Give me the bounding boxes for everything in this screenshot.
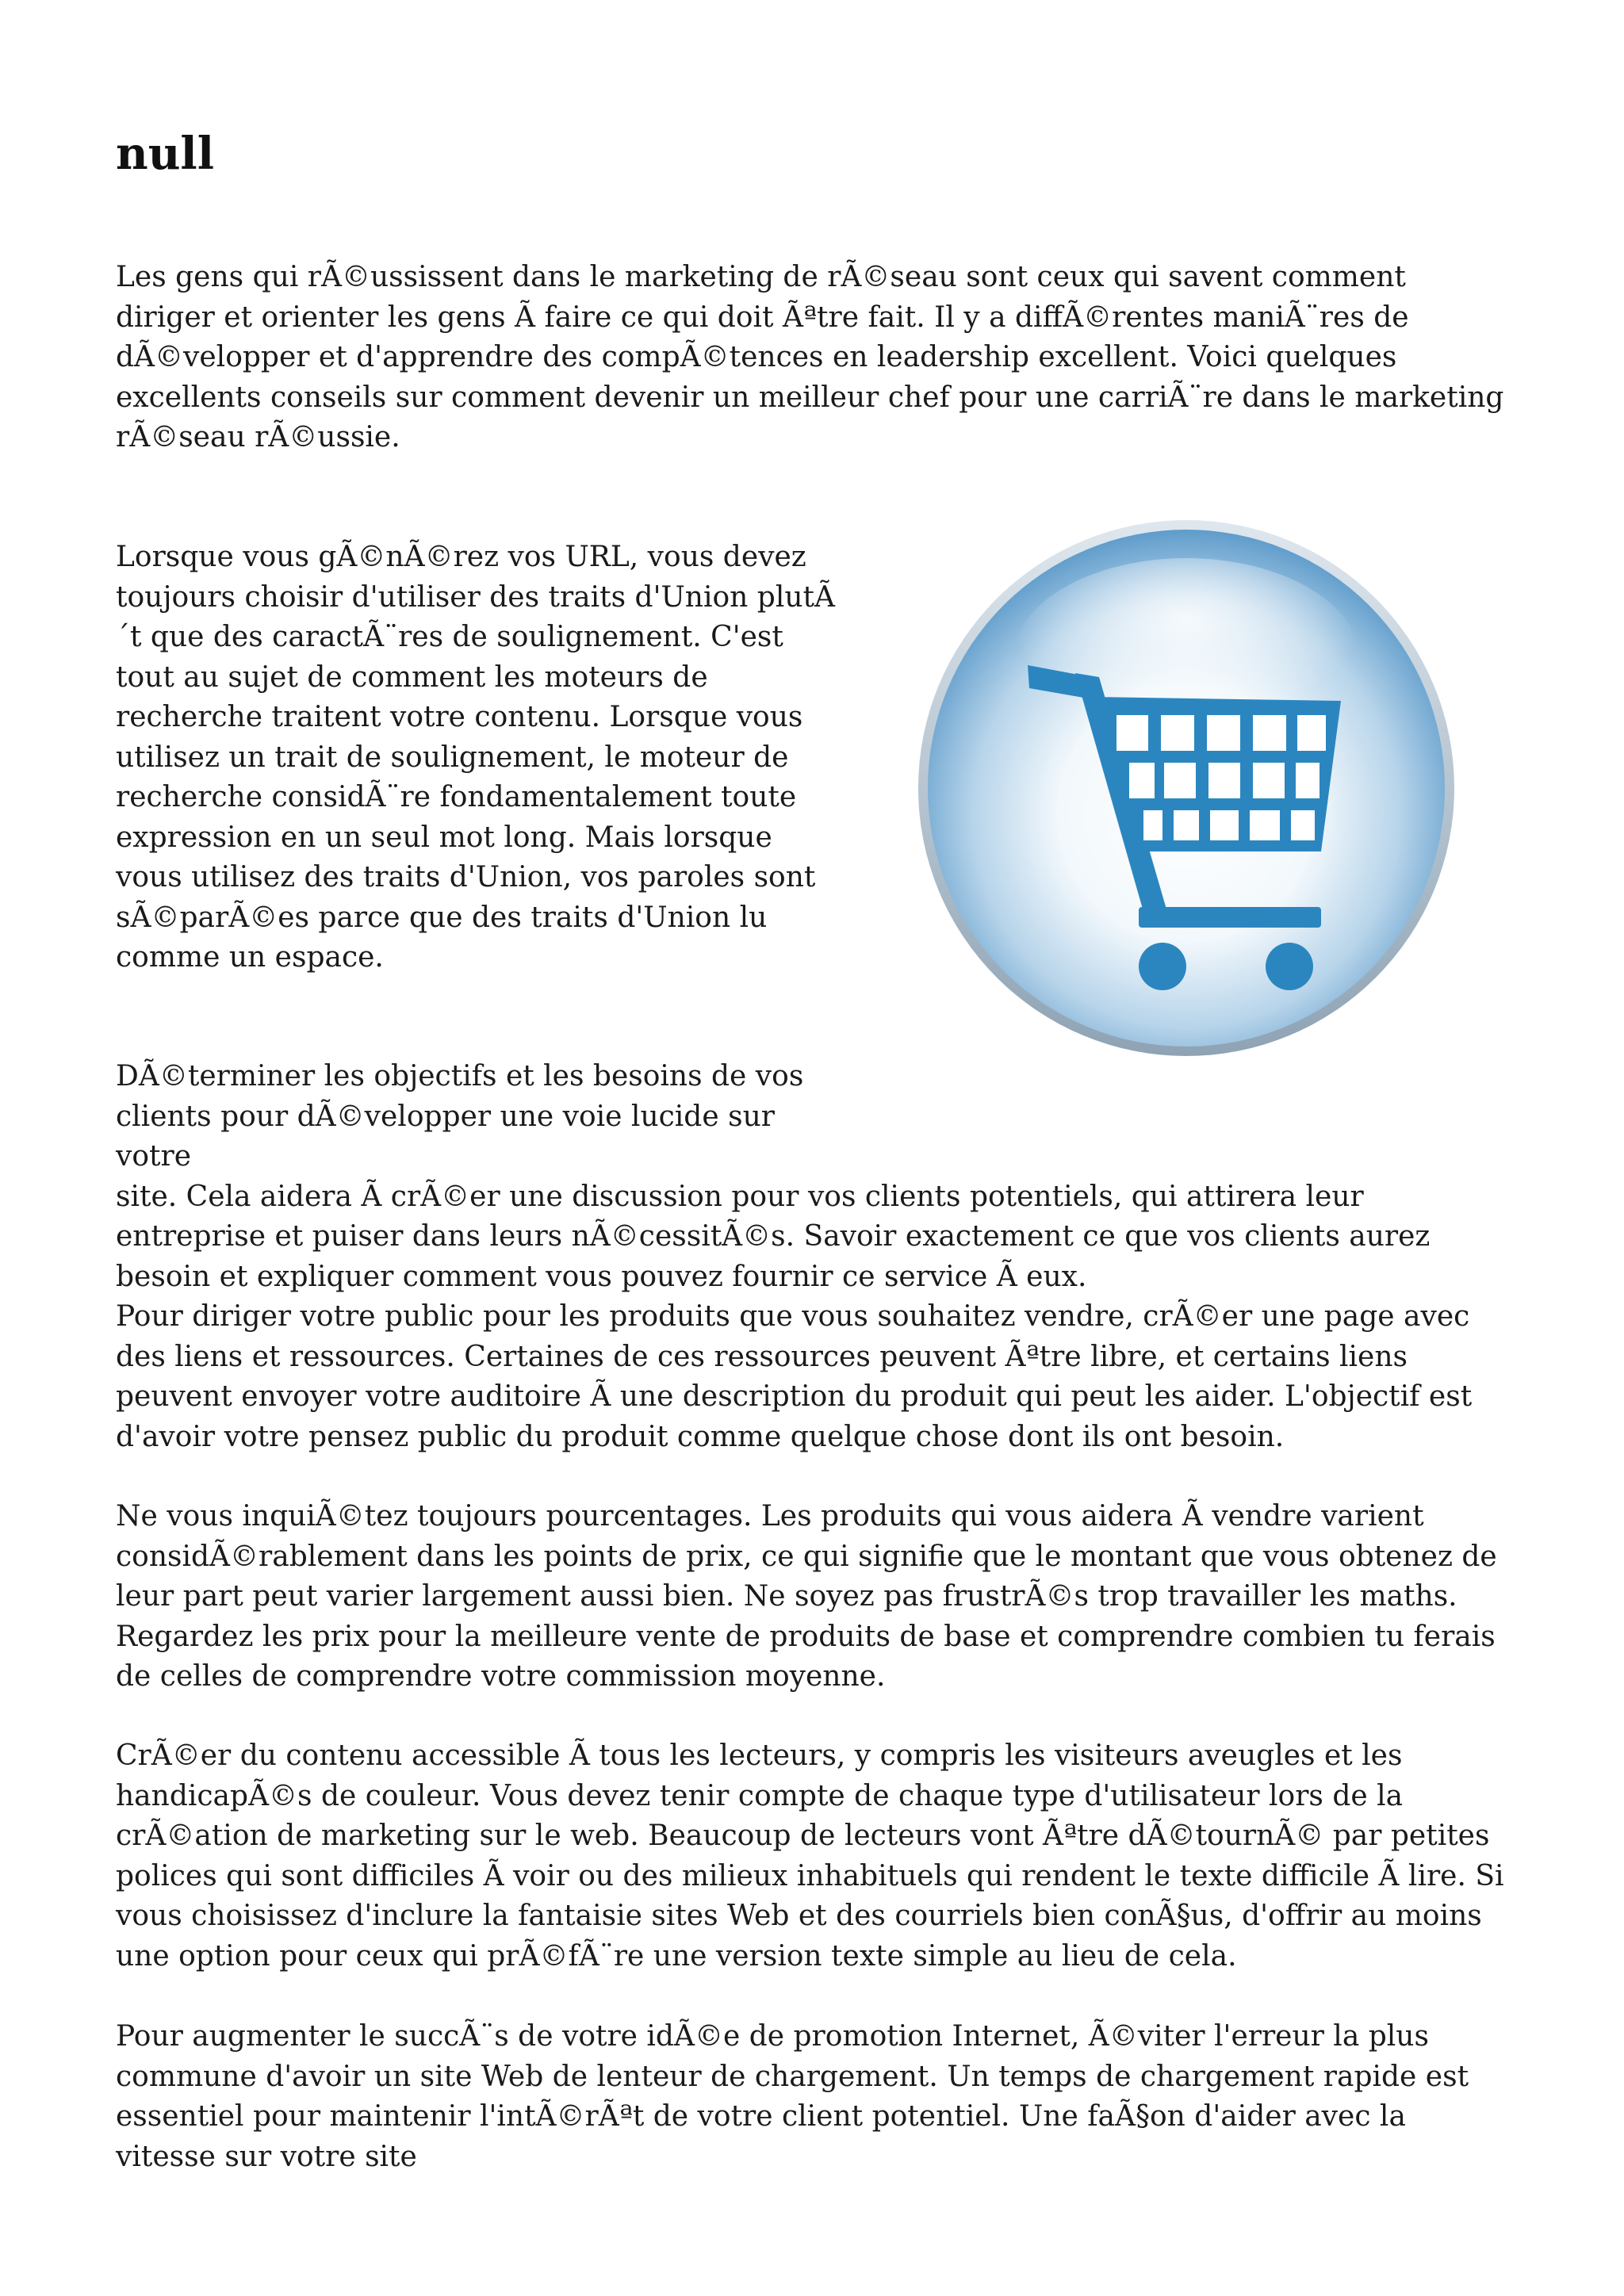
paragraph-resources: Pour diriger votre public pour les produits que vous souhaitez vendre, crÃ©er une page avec des liens et ressources. Certaines de ces ressources peuvent Ãªtre libre, et certains liens peuvent envoyer votre auditoire Ã une description du produit qui peut les aider. L'objectif est d'avoir votre pensez public du produit comme quelque chose dont ils ont besoin.	[116, 1300, 1473, 1453]
shopping-cart-icon	[909, 511, 1464, 1066]
paragraph-percentages: Ne vous inquiÃ©tez toujours pourcentages. Les produits qui vous aidera Ã vendre varient considÃ©rablement dans les points de prix, ce qui signifie que le montant que vous obtenez de leur part peut varier largement aussi bien. Ne soyez pas frustrÃ©s trop travailler les maths. Regardez les prix pour la meilleure vente de produits de base et comprendre combien tu ferais de celles de comprendre votre commission moyenne.	[116, 1500, 1497, 1693]
paragraph-objectives-rest: site. Cela aidera Ã crÃ©er une discussion pour vos clients potentiels, qui attirera leur entreprise et puiser dans leurs nÃ©cessitÃ©s. Savoir exactement ce que vos clients aurez besoin et expliquer comment vous pouvez fournir ce service Ã eux.	[116, 1180, 1431, 1293]
paragraph-intro: Les gens qui rÃ©ussissent dans le marketing de rÃ©seau sont ceux qui savent comment diriger et orienter les gens Ã faire ce qui doit Ãªtre fait. Il y a diffÃ©rentes maniÃ¨res de dÃ©velopper et d'apprendre des compÃ©tences en leadership excellent. Voici quelques excellents conseils sur comment devenir un meilleur chef pour une carriÃ¨re dans le marketing rÃ©seau rÃ©ussie.	[116, 261, 1504, 453]
paragraph-loading-speed: Pour augmenter le succÃ¨s de votre idÃ©e de promotion Internet, Ã©viter l'erreur la plus commune d'avoir un site Web de lenteur de chargement. Un temps de chargement rapide est essentiel pour maintenir l'intÃ©rÃªt de votre client potentiel. Une faÃ§on d'aider avec la vitesse sur votre site	[116, 2020, 1469, 2173]
page-title: null	[116, 128, 214, 180]
paragraph-objectives	[116, 1057, 1511, 1297]
paragraph-objectives-lead: DÃ©terminer les objectifs et les besoins de vos clients pour dÃ©velopper une voie lucide sur votre	[116, 1060, 804, 1173]
paragraph-accessible: CrÃ©er du contenu accessible Ã tous les lecteurs, y compris les visiteurs aveugles et les handicapÃ©s de couleur. Vous devez tenir compte de chaque type d'utilisateur lors de la crÃ©ation de marketing sur le web. Beaucoup de lecteurs vont Ãªtre dÃ©tournÃ© par petites polices qui sont difficiles Ã voir ou des milieux inhabituels qui rendent le texte difficile Ã lire. Si vous choisissez d'inclure la fantaisie sites Web et des courriels bien conÃ§us, d'offrir au moins une option pour ceux qui prÃ©fÃ¨re une version texte simple au lieu de cela.	[116, 1739, 1504, 1973]
paragraph-url-hyphens: Lorsque vous gÃ©nÃ©rez vos URL, vous devez toujours choisir d'utiliser des traits d'Union plutÃ´t que des caractÃ¨res de soulignement. C'est tout au sujet de comment les moteurs de recherche traitent votre contenu. Lorsque vous utilisez un trait de soulignement, le moteur de recherche considÃ¨re fondamentalement toute expression en un seul mot long. Mais lorsque vous utilisez des traits d'Union, vos paroles sont sÃ©parÃ©es parce que des traits d'Union lu comme un espace.	[116, 541, 836, 974]
